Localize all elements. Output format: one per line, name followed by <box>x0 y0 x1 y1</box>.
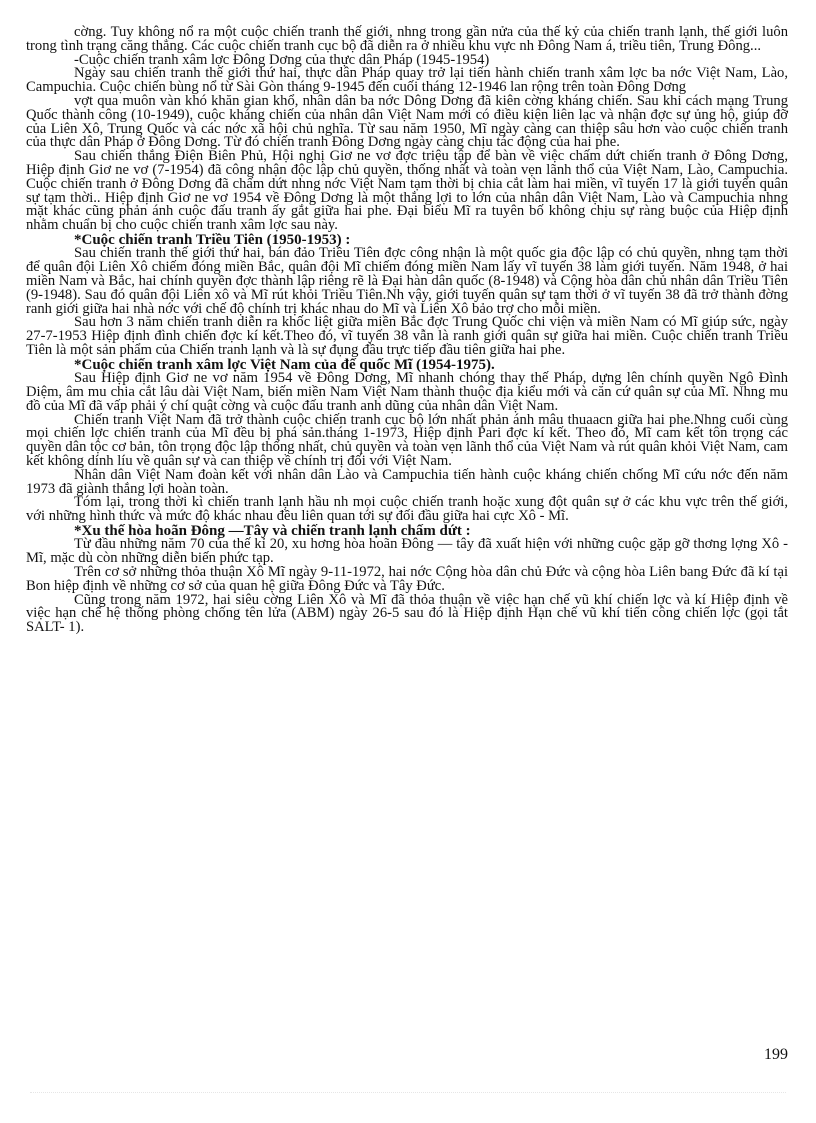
section-heading: *Xu thế hòa hoãn Đông —Tây và chiến tranh lạnh chấm dứt : <box>74 522 471 539</box>
paragraph: Chiến tranh Việt Nam đã trở thành cuộc chiến tranh cục bộ lớn nhất phản ánh mâu thuaacn giữa hai phe.Nhng cuối cùng mọi chiến lợc chiến tranh của Mĩ đều bị phá sản.tháng 1-1973, Hiệp định Pari đợc kí kết. Theo đó, Mĩ cam kết tôn trọng các quyền dân tộc cơ bản, tôn trọng độc lập thống nhất, chủ quyền và toàn vẹn lãnh thổ của Việt Nam và rút quân khỏi Việt Nam, cam kết không dính líu về quân sự và can thiệp về chính trị đối với Việt Nam. <box>26 411 788 469</box>
paragraph: Sau hơn 3 năm chiến tranh diễn ra khốc liệt giữa miền Bắc đợc Trung Quốc chi viện và miền Nam có Mĩ giúp sức, ngày 27-7-1953 Hiệp định đình chiến đợc kí kết.Theo đó, vĩ tuyến 38 vẫn là ranh giới quân sự giữa hai miền. Cuộc chiến tranh Triều Tiên là một sản phẩm của Chiến tranh lạnh và là sự đụng đầu trực tiếp đầu tiên giữa hai phe. <box>26 314 788 358</box>
paragraph: cờng. Tuy không nổ ra một cuộc chiến tranh thế giới, nhng trong gần nửa của thế kỷ của chiến tranh lạnh, thế giới luôn trong tình trạng căng thẳng. Các cuộc chiến tranh cục bộ đã diễn ra ở nhiều khu vực nh Đông Nam á, triều tiên, Trung Đông... <box>26 24 788 54</box>
paragraph: vợt qua muôn vàn khó khăn gian khổ, nhân dân ba nớc Dông Dơng đã kiên cờng kháng chiến. Sau khi cách mạng Trung Quốc thành công (10-1949), cuộc kháng chiến của nhân dân Việt Nam mới có điều kiện liên lạc và nhận đợc sự ủng hộ, giúp đỡ của Liên Xô, Trung Quốc và các nớc xã hội chủ nghĩa. Từ sau năm 1950, Mĩ ngày càng can thiệp sâu hơn vào cuộc chiến tranh của thực dân Pháp ở Đông Dơng. Từ đó chiến tranh Đông Dơng ngày càng chịu tác động của hai phe. <box>26 92 788 151</box>
footer-divider <box>30 1092 786 1093</box>
section-heading: *Cuộc chiến tranh Triều Tiên (1950-1953) : <box>74 231 351 248</box>
paragraph: Nhân dân Việt Nam đoàn kết với nhân dân Lào và Campuchia tiến hành cuộc kháng chiến chống Mĩ cứu nớc đến năm 1973 đã giành thắng lợi hoàn toàn. <box>26 466 788 497</box>
paragraph: Tóm lại, trong thời kì chiến tranh lạnh hầu nh mọi cuộc chiến tranh hoặc xung đột quân sự ở các khu vực trên thế giới, với những hình thức và mức độ khác nhau đều liên quan tới sự đối đầu giữa hai cực Xô - Mĩ. <box>26 494 788 525</box>
paragraph: Từ đầu những năm 70 của thế kỉ 20, xu hơng hòa hoãn Đông — tây đã xuất hiện với những cuộc gặp gỡ thơng lợng Xô - Mĩ, mặc dù còn những diễn biến phức tạp. <box>26 536 788 567</box>
document-body <box>26 26 788 635</box>
section-heading: *Cuộc chiến tranh xâm lợc Việt Nam của đế quốc Mĩ (1954-1975). <box>74 356 495 373</box>
paragraph: Sau Hiệp định Giơ ne vơ năm 1954 về Đông Dơng, Mĩ nhanh chóng thay thế Pháp, dựng lên chính quyền Ngô Đình Diệm, âm mu chia cắt lâu dài Việt Nam, biến miền Nam Việt Nam thành thuộc địa kiểu mới và căn cứ quân sự của Mĩ. Nhng mu đồ của Mĩ đã vấp phải ý chí quật cờng và cuộc đấu tranh anh dũng của nhân dân Việt Nam. <box>26 370 788 414</box>
page-number: 199 <box>764 1046 788 1063</box>
paragraph: Trên cơ sở những thỏa thuận Xô Mĩ ngày 9-11-1972, hai nớc Cộng hòa dân chủ Đức và cộng hòa Liên bang Đức đã kí tại Bon hiệp định về những cơ sở của quan hệ giữa Đông Đức và Tây Đức. <box>26 563 788 594</box>
paragraph: Cũng trong năm 1972, hai siêu cờng Liên Xô và Mĩ đã thỏa thuận về việc hạn chế vũ khí chiến lợc và kí Hiệp định về việc hạn chế hệ thống phòng chống tên lửa (ABM) ngày 26-5 sau đó là Hiệp định Hạn chế vũ khí tiến công chiến lợc (gọi tắt SALT- 1). <box>26 591 788 636</box>
paragraph: Sau chiến thắng Điện Biên Phủ, Hội nghị Giơ ne vơ đợc triệu tập để bàn về việc chấm dứt chiến tranh ở Đông Dơng, Hiệp định Giơ ne vơ (7-1954) đã công nhận độc lập chủ quyền, thống nhất và toàn vẹn lãnh thổ của Việt Nam, Lào, Campuchia. Cuộc chiến tranh ở Đông Dơng đã chấm dứt nhng nớc Việt Nam tạm thời bị chia cắt làm hai miền, vĩ tuyến 17 là giới tuyến quân sự tạm thời.. Hiệp định Giơ ne vơ 1954 về Đông Dơng là một thắng lợi to lớn của nhân dân Việt Nam, Lào và Campuchia nhng mặt khác cũng phản ánh cuộc đấu tranh ấy gắt giữa hai phe. Đại biểu Mĩ ra tuyên bố không chịu sự ràng buộc của Hiệp định nhằm chuẩn bị cho cuộc chiến tranh xâm lợc sau này. <box>26 148 788 234</box>
paragraph: Ngày sau chiến tranh thế giới thứ hai, thực dân Pháp quay trở lại tiến hành chiến tranh xâm lợc ba nớc Việt Nam, Lào, Campuchia. Cuộc chiến bùng nổ từ Sài Gòn tháng 9-1945 đến cuối tháng 12-1946 lan rộng trên toàn Đông Dơng <box>26 65 788 96</box>
paragraph: -Cuộc chiến tranh xâm lợc Đông Dơng của thực dân Pháp (1945-1954) <box>74 51 490 68</box>
paragraph: Sau chiến tranh thế giới thứ hai, bán đảo Triều Tiên đợc công nhận là một quốc gia độc lập có chủ quyền, nhng tạm thời để quân đội Liên Xô chiếm đóng miền Bắc, quân đội Mĩ chiếm đóng miền Nam lấy vĩ tuyến 38 làm giới tuyến. Năm 1948, ở hai miền Nam và Bắc, hai chính quyền đợc thành lập riêng rẽ là Đại hàn dân quốc (8-1948) và Cộng hòa dân chủ nhân dân Triều Tiên (9-1948). Sau đó quân đội Liên xô và Mĩ rút khỏi Triều Tiên.Nh vậy, giới tuyến quân sự tạm thời ở vĩ tuyến 38 đã trở thành đờng ranh giới giữa hai nhà nớc với chế độ chính trị khác nhau do Mĩ và Liên Xô bảo trợ cho mỗi miền. <box>26 245 788 317</box>
